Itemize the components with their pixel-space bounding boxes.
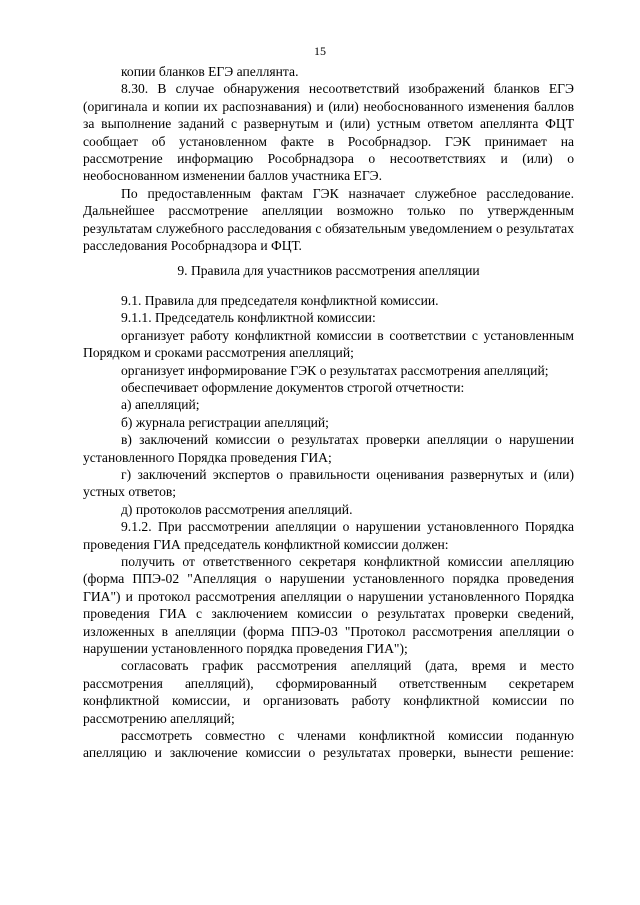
list-item-b: б) журнала регистрации апелляций; bbox=[121, 414, 329, 430]
paragraph-organizes-informing: организует информирование ГЭК о результатах рассмотрения апелляций; bbox=[121, 362, 549, 378]
paragraph-agree-schedule: согласовать график рассмотрения апелляций (дата, время и место рассмотрения апелляций), сформированный ответственным секретарем конфликтной комиссии, и организовать работу конфликтной комиссии по рассмотрению апелляций; bbox=[83, 658, 574, 726]
paragraph-review-appeal: рассмотреть совместно с членами конфликтной комиссии поданную апелляцию и заключение комиссии о результатах проверки, вынести решение: bbox=[83, 728, 574, 761]
paragraph-appeal-copies: копии бланков ЕГЭ апеллянта. bbox=[121, 64, 299, 79]
list-item-d: д) протоколов рассмотрения апелляций. bbox=[121, 501, 353, 517]
paragraph-ensures-documents: обеспечивает оформление документов строгой отчетности: bbox=[121, 379, 465, 395]
section-heading: 9. Правила для участников рассмотрения апелляции bbox=[177, 263, 480, 279]
paragraph-receive-appeal: получить от ответственного секретаря конфликтной комиссии апелляцию (форма ППЭ-02 "Апелляция о нарушении установленного порядка проведения ГИА") и протокол рассмотрения апелляции о нарушении установленного Порядка проведения ГИА с заключением комиссии о результатах проверки сведений, изложенных в апелляции (форма ППЭ-03 "Протокол рассмотрения апелляции о нарушении установленного порядка проведения ГИА"); bbox=[83, 553, 574, 656]
list-item-v: в) заключений комиссии о результатах проверки апелляции о нарушении установленного Порядка проведения ГИА; bbox=[83, 432, 574, 465]
paragraph-investigation: По предоставленным фактам ГЭК назначает служебное расследование. Дальнейшее рассмотрение апелляции возможно только по утвержденным результатам служебного расследования с обязательным уведомлением о результатах расследования Рособрнадзора и ФЦТ. bbox=[83, 185, 574, 254]
list-item-g: г) заключений экспертов о правильности оценивания развернутых и (или) устных ответов; bbox=[83, 466, 574, 500]
paragraph-9-1-1: 9.1.1. Председатель конфликтной комиссии: bbox=[121, 310, 376, 326]
paragraph-organizes-work: организует работу конфликтной комиссии в соответствии с установленным Порядком и сроками рассмотрения апелляций; bbox=[83, 327, 574, 361]
paragraph-9-1-2: 9.1.2. При рассмотрении апелляции о нарушении установленного Порядка проведения ГИА председатель конфликтной комиссии должен: bbox=[83, 519, 574, 552]
list-item-a: а) апелляций; bbox=[121, 397, 200, 413]
document-body bbox=[83, 63, 574, 762]
paragraph-8-30: 8.30. В случае обнаружения несоответствий изображений бланков ЕГЭ (оригинала и копии их распознавания) и (или) необоснованного изменения баллов за выполнение заданий с развернутым и (или) устным ответом апеллянта ФЦТ сообщает об установленном факте в Рособрнадзор. ГЭК принимает на рассмотрение информацию Рособрнадзора о несоответствиях и (или) о необоснованном изменении баллов участника ЕГЭ. bbox=[83, 81, 574, 184]
page-number: 15 bbox=[314, 44, 326, 58]
paragraph-9-1: 9.1. Правила для председателя конфликтной комиссии. bbox=[121, 292, 439, 308]
